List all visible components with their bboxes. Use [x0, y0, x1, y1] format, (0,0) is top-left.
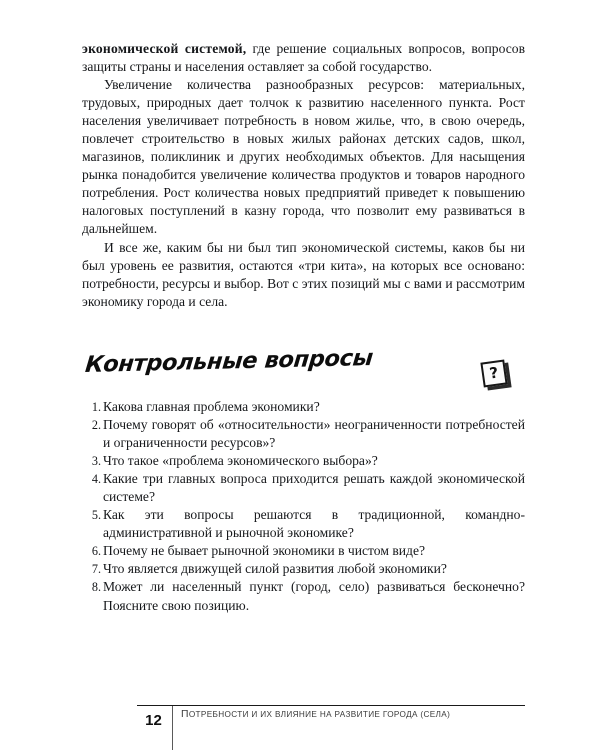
paragraph-2 — [82, 76, 525, 238]
list-item-text: Почему говорят об «относительности» неограниченности потребностей и ограниченности ресурсов»? — [103, 417, 525, 451]
list-item-text: Какова главная проблема экономики? — [103, 399, 320, 414]
page-number: 12 — [145, 712, 162, 729]
list-item — [82, 398, 525, 416]
list-item-text: Какие три главных вопроса приходится решать каждой экономической системе? — [103, 471, 525, 505]
paragraph-1-bold-lead: экономической системой, — [82, 41, 247, 56]
section-heading-row — [82, 345, 525, 396]
running-title-initial: П — [181, 709, 189, 720]
list-item-text: Что такое «проблема экономического выбора»? — [103, 453, 378, 469]
page-footer — [137, 705, 525, 750]
list-item-number: 8. — [91, 580, 101, 595]
list-item — [82, 452, 525, 470]
list-item — [82, 416, 525, 452]
list-item-number: 1. — [91, 400, 101, 414]
paragraph-2-text: Увеличение количества разнообразных ресурсов: материальных, трудовых, природных дает толчок к развитию населенного пункта. Рост населения увеличивает потребность в новом жилье, что, в свою очередь, повлечет строительство в новых жилых районах детских садов, школ, магазинов, поликлиник и других необходимых объектов. Для насыщения рынка понадобится увеличение количества продуктов и товаров народного потребления. Рост количества новых предприятий приведет к повышению налоговых поступлений в казну города, что позволит ему развиваться в дальнейшем. — [82, 77, 525, 237]
list-item-number: 7. — [91, 562, 101, 577]
list-item — [82, 578, 525, 614]
list-item-text: Как эти вопросы решаются в традиционной, командно-административной и рыночной экономике? — [103, 507, 525, 541]
paragraph-3 — [82, 239, 525, 311]
list-item-number: 2. — [91, 418, 101, 433]
list-item — [82, 542, 525, 560]
footer-horizontal-rule — [137, 705, 525, 706]
running-title-rest: ОТРЕБНОСТИ И ИХ ВЛИЯНИЕ НА РАЗВИТИЕ ГОРОДА (СЕЛА) — [188, 710, 451, 719]
list-item-text: Что является движущей силой развития любой экономики? — [103, 561, 447, 577]
question-mark-card-icon — [480, 358, 514, 392]
body-text-block — [82, 40, 525, 311]
list-item — [82, 506, 525, 542]
question-mark-glyph: ? — [488, 363, 500, 383]
list-item-number: 3. — [91, 454, 101, 469]
list-item-text: Почему не бывает рыночной экономики в чистом виде? — [103, 543, 426, 559]
paragraph-3-text: И все же, каким бы ни был тип экономической системы, каков бы ни был уровень ее развития, остаются «три кита», на которых все основано: потребности, ресурсы и выбор. Вот с этих позиций мы с вами и рассмотрим экономику города и села. — [82, 239, 525, 309]
list-item-text: Может ли населенный пункт (город, село) развиваться бесконечно? Поясните свою позицию. — [103, 579, 525, 613]
footer-vertical-divider — [172, 706, 173, 750]
list-item — [82, 560, 525, 578]
running-title — [181, 709, 450, 720]
section-heading: Контрольные вопросы — [84, 345, 374, 378]
list-item-number: 4. — [91, 472, 101, 487]
paragraph-1 — [82, 40, 525, 76]
questions-list — [82, 398, 525, 615]
paragraph-1-text: где решение социальных вопросов, вопросов защиты страны и населения оставляет за собой государство. — [82, 41, 525, 75]
list-item-number: 5. — [91, 508, 101, 523]
list-item-number: 6. — [91, 544, 101, 559]
list-item — [82, 470, 525, 506]
